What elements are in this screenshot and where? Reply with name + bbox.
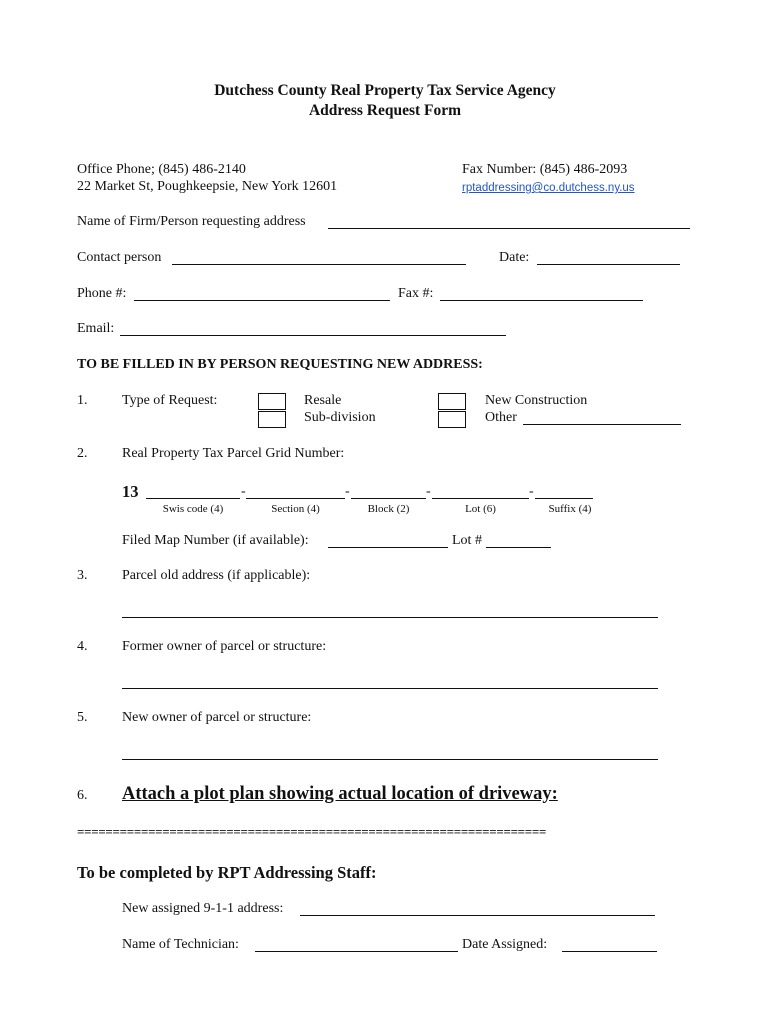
suffix-caption: Suffix (4) [548,503,592,515]
other-label: Other [485,410,517,425]
email-label: Email: [77,321,115,336]
item-number-5: 5. [77,710,88,725]
firm-name-label: Name of Firm/Person requesting address [77,214,306,229]
old-address-label: Parcel old address (if applicable): [122,568,311,583]
attach-plot-plan-instruction: Attach a plot plan showing actual location of driveway: [122,784,558,804]
swis-code-field[interactable] [146,498,240,499]
email-field[interactable] [120,335,506,336]
date-label: Date: [499,250,530,265]
phone-label: Phone #: [77,286,127,301]
grid-dash: - [529,484,534,499]
form-title: Address Request Form [308,102,462,119]
former-owner-field[interactable] [122,688,658,689]
resale-checkbox[interactable] [258,393,286,410]
date-assigned-label: Date Assigned: [462,937,548,952]
new-owner-field[interactable] [122,759,658,760]
lot-field[interactable] [432,498,529,499]
new-construction-checkbox[interactable] [438,393,466,410]
item-number-6: 6. [77,788,88,803]
item-number-4: 4. [77,639,88,654]
email-link[interactable]: rptaddressing@co.dutchess.ny.us [462,182,635,194]
requester-section-heading: TO BE FILLED IN BY PERSON REQUESTING NEW ADDRESS: [77,357,483,372]
item-number-1: 1. [77,393,88,408]
technician-field[interactable] [255,951,458,952]
technician-label: Name of Technician: [122,937,239,952]
swis-code-caption: Swis code (4) [162,503,224,515]
new-address-label: New assigned 9-1-1 address: [122,901,284,916]
filed-map-field[interactable] [328,547,448,548]
subdivision-label: Sub-division [304,410,376,425]
lot-number-label: Lot # [452,533,482,548]
suffix-field[interactable] [535,498,593,499]
fax-number: Fax Number: (845) 486-2093 [462,162,628,177]
grid-dash: - [241,484,246,499]
section-field[interactable] [246,498,345,499]
section-separator: ================================================================== [77,824,547,839]
section-caption: Section (4) [271,503,320,515]
lot-caption: Lot (6) [465,503,496,515]
filed-map-label: Filed Map Number (if available): [122,533,309,548]
grid-dash: - [345,484,350,499]
fax-label: Fax #: [398,286,434,301]
resale-label: Resale [304,393,342,408]
new-address-field[interactable] [300,915,655,916]
block-field[interactable] [351,498,426,499]
date-field[interactable] [537,264,680,265]
grid-dash: - [426,484,431,499]
fax-field[interactable] [440,300,643,301]
date-assigned-field[interactable] [562,951,657,952]
new-construction-label: New Construction [485,393,588,408]
staff-section-heading: To be completed by RPT Addressing Staff: [77,863,377,882]
old-address-field[interactable] [122,617,658,618]
contact-person-label: Contact person [77,250,162,265]
grid-prefix: 13 [122,482,139,501]
lot-number-field[interactable] [486,547,551,548]
subdivision-checkbox[interactable] [258,411,286,428]
form-agency-title: Dutchess County Real Property Tax Service Agency [214,82,556,99]
former-owner-label: Former owner of parcel or structure: [122,639,327,654]
block-caption: Block (2) [367,503,410,515]
grid-number-label: Real Property Tax Parcel Grid Number: [122,446,345,461]
contact-person-field[interactable] [172,264,466,265]
type-of-request-label: Type of Request: [122,393,218,408]
office-address: 22 Market St, Poughkeepsie, New York 12601 [77,179,338,194]
item-number-3: 3. [77,568,88,583]
new-owner-label: New owner of parcel or structure: [122,710,312,725]
firm-name-field[interactable] [328,228,690,229]
item-number-2: 2. [77,446,88,461]
other-checkbox[interactable] [438,411,466,428]
phone-field[interactable] [134,300,390,301]
office-phone: Office Phone; (845) 486-2140 [77,162,246,177]
other-field[interactable] [523,424,681,425]
